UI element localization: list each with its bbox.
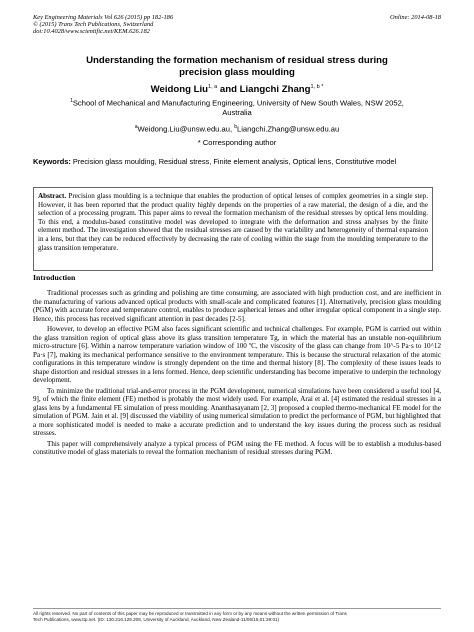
keywords-label: Keywords: xyxy=(33,157,71,166)
abstract-text: Precision glass moulding is a technique that enables the production of optical lenses of complex geometries in a single step. However, it has been reported that the product quality highly depends on the properties of a raw material, the design of a die, and the selection of a processing program. This paper aims to reveal the formation mechanism of the residual stresses by optical lens moulding. To this end, a modulus-based constitutive model was developed to integrate with the deformation and stress analyses by the finite element method. The investigation showed that the residual stresses are caused by the variability and heterogeneity of thermal expansion in a lens, but that they can be reduced effectively by decreasing the rate of cooling within the stage from the moulding temperature to the glass transition temperature. xyxy=(38,192,428,252)
footer-divider xyxy=(33,608,441,609)
copyright-line: © (2015) Trans Tech Publications, Switzerland xyxy=(33,21,154,29)
email-superscript: b xyxy=(234,124,237,130)
abstract-box xyxy=(33,187,433,271)
author-emails: $^a$Weidong.Liu@unsw.edu.au, $^b$Liangchi.Zhang@unsw.edu.au xyxy=(134,124,340,134)
doi-line: doi:10.4028/www.scientific.net/KEM.626.182 xyxy=(33,28,150,36)
keywords xyxy=(33,157,441,166)
section-heading: Introduction xyxy=(33,273,76,282)
author-superscript: 1, a xyxy=(208,84,218,90)
affiliation-line-1: School of Mechanical and Manufacturing Engineering, University of New South Wales, NSW 2052, xyxy=(72,98,404,108)
title-line-2: precision glass moulding xyxy=(179,66,295,78)
footer-line-2: Tech Publications, www.ttp.net. (ID: 130.216.129.208, University of Auckland, Auckland, New Zealand-11/06/15,01:39:01) xyxy=(33,616,280,622)
email-link[interactable]: Liangchi.Zhang@unsw.edu.au xyxy=(236,124,340,134)
author-joiner: and xyxy=(217,84,240,96)
affiliation-line-2: Australia xyxy=(222,107,252,117)
footer-line-1: All rights reserved. No part of contents of this paper may be reproduced or transmitted in any form or by any means without the written permission of Trans xyxy=(33,611,347,616)
email-link[interactable]: Weidong.Liu@unsw.edu.au xyxy=(137,124,230,134)
affiliation xyxy=(40,97,434,117)
email-superscript: a xyxy=(134,124,138,130)
author-superscript: 1, b * xyxy=(310,84,324,90)
copyright-footer xyxy=(33,611,441,622)
author-name: Liangchi Zhang xyxy=(239,84,311,96)
paragraph: To minimize the traditional trial-and-error process in the PGM development, numerical simulations have been considered a useful tool [4, 9], of which the finite element (FE) method is probably the most widely used. For example, Arai et al. [4] estimated the residual stresses in a glass lens by a fundamental FE simulation of press moulding. Ananthasayanam [2, 3] proposed a coupled thermo-mechanical FE model for the simulation of PGM. Jain et al. [9] discussed the viability of using numerical simulation to predict the performance of PGM, but highlighted that a more sophisticated model is needed to make a accurate prediction and to understand the key issues during the process such as residual stresses. xyxy=(33,386,441,437)
journal-header xyxy=(33,14,173,36)
title-line-1: Understanding the formation mechanism of residual stress during xyxy=(86,55,388,66)
affiliation-superscript: 1 xyxy=(70,98,73,104)
author-list xyxy=(40,82,434,95)
author-name: Weidong Liu xyxy=(150,84,209,96)
abstract-label: Abstract. xyxy=(38,192,67,200)
corresponding-author-note: * Corresponding author xyxy=(197,138,277,147)
paragraph: Traditional processes such as grinding and polishing are time consuming, are associated with high production cost, and are inefficient in the manufacturing of various advanced optical products with small-scale and complicated features [1]. Alternatively, precision glass moulding (PGM) with accurate force and temperature control, enables to produce aspherical lenses and other irregular optical component in a single step. Hence, this process has received significant attention in past decades [2-5]. xyxy=(33,289,441,323)
paragraph: This paper will comprehensively analyze a typical process of PGM using the FE method. A focus will be to establish a modulus-based constitutive model of glass materials to reveal the formation mechanism of residual stresses during PGM. xyxy=(33,439,441,456)
paper-title xyxy=(40,55,434,78)
introduction-body xyxy=(33,289,441,607)
keywords-text: Precision glass moulding, Residual stress, Finite element analysis, Optical lens, Constitutive model xyxy=(70,157,397,166)
paragraph: However, to develop an effective PGM also faces significant scientific and technical challenges. For example, PGM is carried out within the glass transition region of optical glass above its glass transition temperature Tg, in which the material has an unstable non-equilibrium micro-structure [6]. Within a narrow temperature variation window of 100 ºC, the viscosity of the glass can change from 10^-5 Pa·s to 10^12 Pa·s [7], making its mechanical performance sensitive to the environment temperature. This is because the structural relaxation of the atomic configurations in this temperature window is strongly dependent on the time and thermal history [8]. The complexity of these issues leads to shape distortion and residual stresses in a lens formed. Hence, deep scientific understanding has become imperative to underpin the technology development. xyxy=(33,325,441,384)
journal-citation: Key Engineering Materials Vol 626 (2015) pp 182-186 xyxy=(33,14,174,21)
online-date: Online: 2014-08-18 xyxy=(390,14,441,21)
